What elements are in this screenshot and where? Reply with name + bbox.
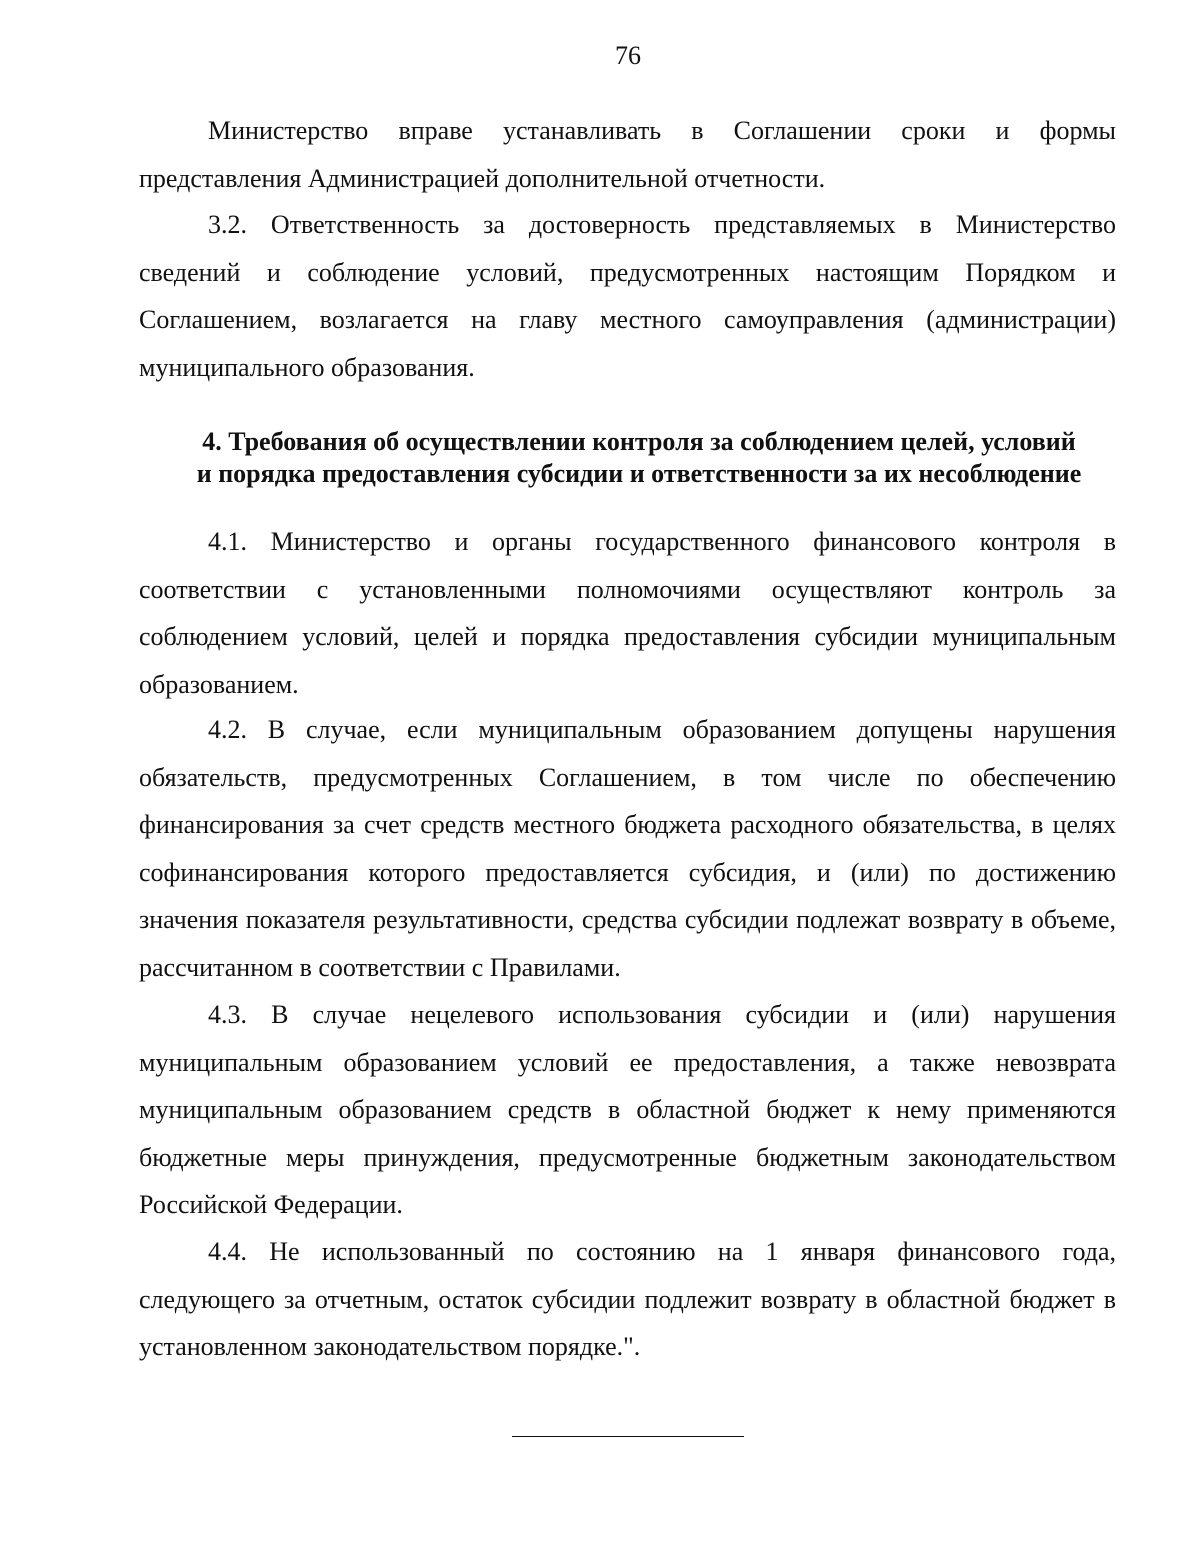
page-number: 76 (615, 41, 641, 70)
paragraph-4-4: 4.4. Не использованный по состоянию на 1 января финансового года, следующего за отчетным, остаток субсидии подлежит возврату в областной бюджет в установленном законодательством порядке.". (139, 1237, 1116, 1361)
end-of-document-rule (512, 1436, 744, 1437)
section-4-heading (139, 426, 1139, 490)
paragraph-4-2: 4.2. В случае, если муниципальным образованием допущены нарушения обязательств, предусмотренных Соглашением, в том числе по обеспечению финансирования за счет средств местного бюджета расходного обязательства, в целях софинансирования которого предоставляется субсидия, и (или) по достижению значения показателя результативности, средства субсидии подлежат возврату в объеме, рассчитанном в соответствии с Правилами. (139, 715, 1116, 982)
section-4-heading-line-2: и порядка предоставления субсидии и ответственности за их несоблюдение (196, 459, 1082, 488)
section-4-heading-line-1: 4. Требования об осуществлении контроля за соблюдением целей, условий (202, 427, 1076, 456)
paragraph-4-3: 4.3. В случае нецелевого использования субсидии и (или) нарушения муниципальным образованием условий ее предоставления, а также невозврата муниципальным образованием средств в областной бюджет к нему применяются бюджетные меры принуждения, предусмотренные бюджетным законодательством Российской Федерации. (139, 1000, 1116, 1219)
paragraph-reporting: Министерство вправе устанавливать в Соглашении сроки и формы представления Администрацией дополнительной отчетности. (139, 116, 1116, 193)
paragraph-3-2: 3.2. Ответственность за достоверность представляемых в Министерство сведений и соблюдение условий, предусмотренных настоящим Порядком и Соглашением, возлагается на главу местного самоуправления (администрации) муниципального образования. (139, 210, 1116, 382)
paragraph-4-1: 4.1. Министерство и органы государственного финансового контроля в соответствии с установленными полномочиями осуществляют контроль за соблюдением условий, целей и порядка предоставления субсидии муниципальным образованием. (139, 527, 1116, 699)
